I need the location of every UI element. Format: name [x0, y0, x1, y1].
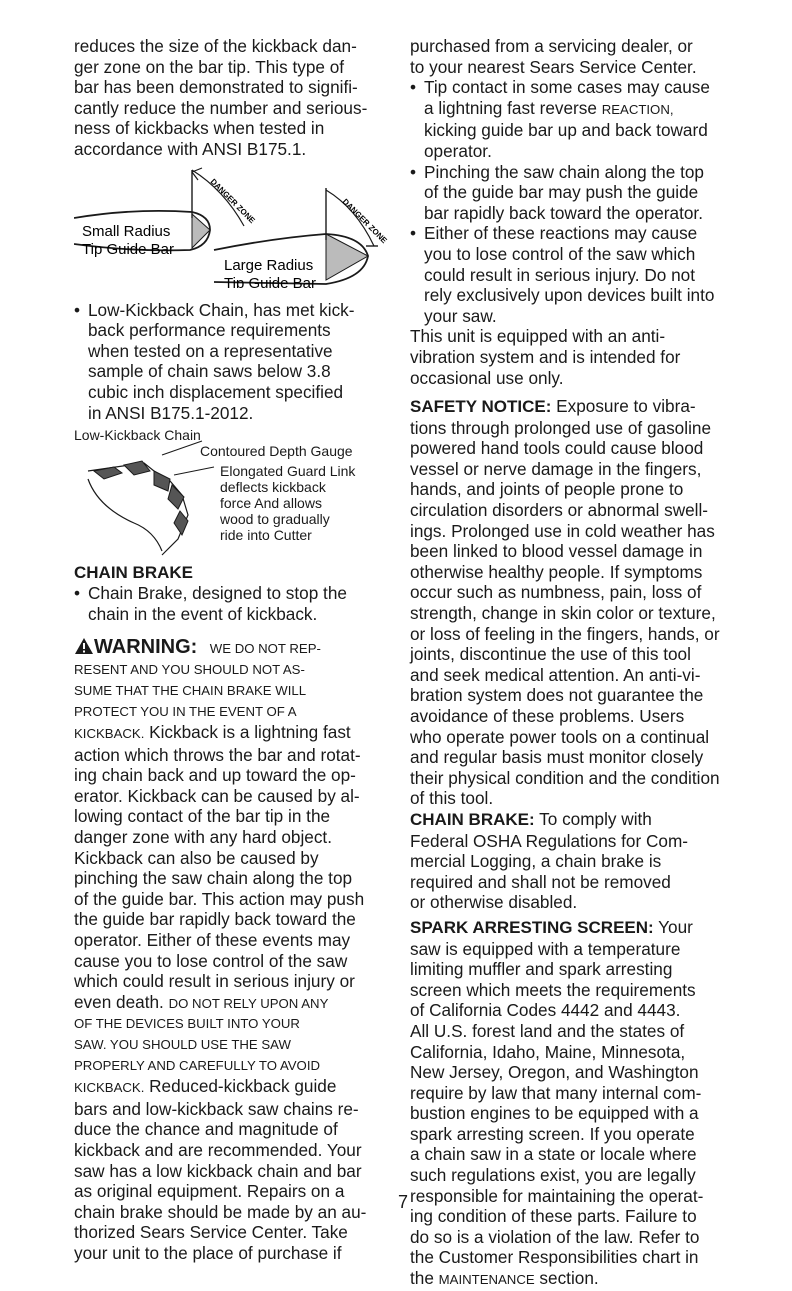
warning-block	[74, 636, 396, 1263]
text-line: joints, discontinue the use of this tool	[410, 644, 691, 665]
text-line: otherwise healthy people. If symptoms	[410, 561, 703, 582]
caption-line: ride into Cutter	[220, 527, 312, 544]
kickback-caps: KICKBACK.	[74, 726, 145, 742]
text-line: accordance with ANSI B175.1.	[74, 138, 307, 159]
text-line: chain in the event of kickback.	[88, 603, 318, 624]
chain-diagram	[74, 427, 224, 559]
reactions-bullet	[410, 223, 730, 326]
text-line: operator. Either of these events may	[74, 930, 351, 951]
caps-line: RESENT AND YOU SHOULD NOT AS-	[74, 662, 305, 678]
text-line: lowing contact of the bar tip in the	[74, 806, 331, 827]
text-line: New Jersey, Oregon, and Washington	[410, 1062, 699, 1083]
text-line: of the guide bar. This action may push	[74, 888, 365, 909]
text-line: screen which meets the requirements	[410, 979, 696, 1000]
text-line: reduces the size of the kickback dan-	[74, 36, 357, 56]
text-line: limiting muffler and spark arresting	[410, 959, 673, 980]
text-line: purchased from a servicing dealer, or	[410, 36, 693, 56]
left-column	[74, 36, 396, 1264]
text-line: ness of kickbacks when tested in	[74, 118, 325, 139]
text-line: require by law that many internal com-	[410, 1082, 702, 1103]
text-line: vibration system and is intended for	[410, 346, 681, 367]
caps-line: SUME THAT THE CHAIN BRAKE WILL	[74, 682, 307, 698]
text-line: This unit is equipped with an anti-	[410, 326, 666, 347]
text-line: bar has been demonstrated to signifi-	[74, 77, 358, 98]
text-line: tions through prolonged use of gasoline	[410, 417, 711, 438]
bullet-dot: •	[74, 583, 81, 604]
right-column	[410, 36, 730, 1291]
text-line: cubic inch displacement specified	[88, 381, 344, 402]
text-line: operator.	[424, 140, 492, 161]
text-line: Chain Brake, designed to stop the	[88, 583, 347, 604]
text-line: occur such as numbness, pain, loss of	[410, 582, 702, 603]
figure-title: Low-Kickback Chain	[74, 427, 201, 444]
text-line: bar rapidly back toward the operator.	[424, 202, 703, 223]
text-line: bration system does not guarantee the	[410, 685, 704, 706]
warning-icon	[74, 637, 94, 655]
text-line: or otherwise disabled.	[410, 892, 578, 913]
text-line: your saw.	[424, 305, 497, 326]
tip-contact-bullet	[410, 77, 730, 161]
text-line: chain brake should be made by an au-	[74, 1201, 367, 1222]
text-line: circulation disorders or abnormal swell-	[410, 500, 709, 521]
danger-zone-label: DANGER ZONE	[340, 196, 389, 245]
text-line: powered hand tools could cause blood	[410, 438, 704, 459]
text-span: even death.	[74, 991, 169, 1012]
text-line: kicking guide bar up and back toward	[424, 120, 708, 141]
text-span: section.	[534, 1268, 599, 1289]
text-line: when tested on a representative	[88, 340, 333, 361]
large-radius-label-2: Tip Guide Bar	[224, 274, 316, 288]
chain-brake-bullet	[74, 583, 396, 624]
text-line: required and shall not be removed	[410, 871, 671, 892]
bullet-dot: •	[74, 299, 81, 320]
caps-line: PROTECT YOU IN THE EVENT OF A	[74, 703, 297, 719]
depth-gauge-label: Contoured Depth Gauge	[200, 443, 353, 460]
text-line: and regular basis must monitor closely	[410, 747, 704, 768]
text-line: the guide bar rapidly back toward the	[74, 909, 356, 930]
caps-span: REACTION,	[601, 101, 674, 117]
text-line: which could result in serious injury or	[74, 971, 355, 992]
text-line: their physical condition and the condition	[410, 767, 720, 788]
spark-arresting-section	[410, 917, 730, 1291]
text-line: spark arresting screen. If you operate	[410, 1123, 695, 1144]
text-line: back performance requirements	[88, 320, 331, 341]
text-line: your unit to the place of purchase if	[74, 1242, 342, 1263]
text-line: sample of chain saws below 3.8	[88, 361, 331, 382]
text-line: of this tool.	[410, 788, 494, 809]
text-line: such regulations exist, you are legally	[410, 1165, 696, 1186]
safety-notice	[410, 396, 730, 809]
warning-caps: WE DO NOT REP-	[209, 641, 321, 657]
text-line: cause you to lose control of the saw	[74, 950, 348, 971]
text-line: responsible for maintaining the operat-	[410, 1185, 704, 1206]
text-line: bustion engines to be equipped with a	[410, 1103, 699, 1124]
text-line: been linked to blood vessel damage in	[410, 541, 703, 562]
text-line: action which throws the bar and rotat-	[74, 744, 361, 765]
text-line: strength, change in skin color or texture,	[410, 603, 716, 624]
text-line: saw is equipped with a temperature	[410, 938, 681, 959]
text-line: could result in serious injury. Do not	[424, 264, 695, 285]
text-line: of California Codes 4442 and 4443.	[410, 1000, 681, 1021]
caps-line: OF THE DEVICES BUILT INTO YOUR	[74, 1016, 300, 1032]
chain-brake-heading: CHAIN BRAKE:	[410, 809, 535, 829]
intro-paragraph	[74, 36, 396, 160]
caption-line: force And allows	[220, 495, 322, 512]
text-line: Federal OSHA Regulations for Com-	[410, 830, 688, 851]
text-line: duce the chance and magnitude of	[74, 1119, 338, 1140]
text-line: kickback and are recommended. Your	[74, 1139, 362, 1160]
warning-label: WARNING:	[94, 636, 198, 659]
text-line: or loss of feeling in the fingers, hands, or	[410, 623, 720, 644]
danger-zone-label: DANGER ZONE	[208, 176, 257, 225]
large-radius-label: Large Radius	[224, 256, 314, 274]
text-line: Low-Kickback Chain, has met kick-	[88, 299, 355, 320]
pinching-bullet	[410, 162, 730, 224]
page-number: 7	[397, 1192, 408, 1212]
chain-brake-heading: CHAIN BRAKE	[74, 563, 193, 583]
caption-line: Elongated Guard Link	[220, 463, 356, 480]
small-radius-label: Small Radius	[82, 222, 171, 240]
text-span: Kickback is a lightning fast	[144, 722, 351, 743]
text-line: erator. Kickback can be caused by al-	[74, 785, 360, 806]
low-kickback-bullet	[74, 300, 396, 424]
text-line: thorized Sears Service Center. Take	[74, 1222, 348, 1243]
text-line: avoidance of these problems. Users	[410, 706, 685, 726]
caps-line: SAW. YOU SHOULD USE THE SAW	[74, 1037, 291, 1052]
caption-line: wood to gradually	[220, 511, 330, 528]
text-line: Kickback can also be caused by	[74, 847, 319, 868]
text-line: bars and low-kickback saw chains re-	[74, 1098, 359, 1119]
bullet-dot: •	[410, 77, 417, 98]
text-line: Pinching the saw chain along the top	[424, 161, 704, 182]
text-span: Exposure to vibra-	[551, 396, 696, 417]
text-line: vessel or nerve damage in the fingers,	[410, 458, 702, 479]
caps-span: MAINTENANCE	[438, 1272, 535, 1288]
bullet-dot: •	[410, 223, 417, 244]
text-line: to your nearest Sears Service Center.	[410, 56, 697, 77]
small-radius-label-2: Tip Guide Bar	[82, 240, 174, 258]
text-span: Reduced-kickback guide	[144, 1076, 337, 1097]
text-line: as original equipment. Repairs on a	[74, 1181, 345, 1202]
text-line: mercial Logging, a chain brake is	[410, 851, 662, 872]
low-kickback-chain-figure	[74, 427, 396, 559]
chain-brake-section	[410, 809, 730, 913]
text-line: hands, and joints of people prone to	[410, 479, 684, 500]
caption-line: deflects kickback	[220, 479, 326, 496]
text-line: pinching the saw chain along the top	[74, 868, 353, 889]
text-line: cantly reduce the number and serious-	[74, 97, 368, 118]
spark-arresting-heading: SPARK ARRESTING SCREEN:	[410, 917, 654, 937]
text-line: danger zone with any hard object.	[74, 827, 332, 848]
text-line: a chain saw in a state or locale where	[410, 1144, 697, 1165]
caps-line: PROPERLY AND CAREFULLY TO AVOID	[74, 1057, 321, 1073]
text-line: who operate power tools on a continual	[410, 726, 710, 747]
bullet-dot: •	[410, 161, 417, 182]
text-line: rely exclusively upon devices built into	[424, 285, 715, 306]
text-line: Tip contact in some cases may cause	[424, 77, 710, 98]
text-span: a lightning fast reverse	[424, 97, 602, 118]
kickback-caps: KICKBACK.	[74, 1080, 145, 1096]
text-line: California, Idaho, Maine, Minnesota,	[410, 1041, 686, 1062]
text-span: Your	[653, 916, 693, 937]
text-line: in ANSI B175.1-2012.	[88, 402, 254, 423]
text-line: All U.S. forest land and the states of	[410, 1020, 685, 1041]
text-line: ing condition of these parts. Failure to	[410, 1206, 697, 1227]
text-line: you to lose control of the saw which	[424, 243, 696, 264]
text-line: ings. Prolonged use in cold weather has	[410, 520, 715, 541]
guard-link-caption	[220, 463, 355, 543]
text-line: of the guide bar may push the guide	[424, 182, 699, 203]
caps-span: DO NOT RELY UPON ANY	[168, 995, 329, 1011]
text-line: ger zone on the bar tip. This type of	[74, 56, 345, 77]
text-line: Either of these reactions may cause	[424, 223, 698, 244]
safety-notice-heading: SAFETY NOTICE:	[410, 397, 552, 417]
text-line: and seek medical attention. An anti-vi-	[410, 664, 701, 685]
text-line: occasional use only.	[410, 367, 564, 388]
text-span: the	[410, 1268, 439, 1289]
text-line: ing chain back and up toward the op-	[74, 765, 356, 786]
text-line: the Customer Responsibilities chart in	[410, 1247, 699, 1268]
text-line: saw has a low kickback chain and bar	[74, 1160, 362, 1181]
guide-bar-figure	[74, 160, 396, 288]
text-line: do so is a violation of the law. Refer to	[410, 1226, 700, 1247]
text-span: To comply with	[534, 808, 652, 829]
guide-bar-diagram	[74, 160, 396, 288]
